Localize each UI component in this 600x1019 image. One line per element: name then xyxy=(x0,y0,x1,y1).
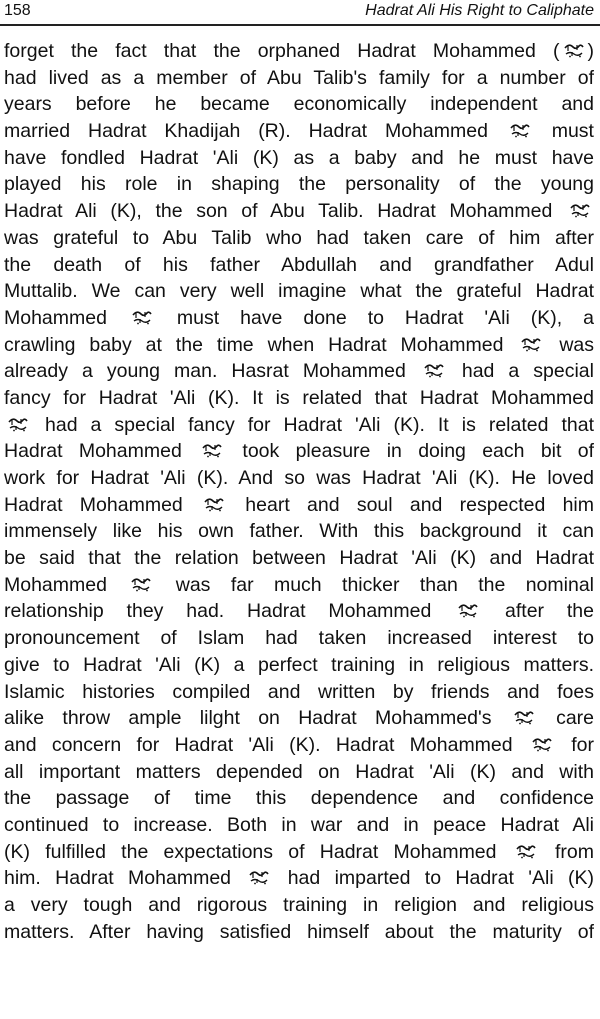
text-run: work for Hadrat 'Ali (K). And so was Hadrat 'Ali (K). He loved xyxy=(4,467,594,489)
text-run: years before he became economically independent and xyxy=(4,93,594,116)
text-run: matters. After having satisfied himself about the maturity of xyxy=(4,920,594,943)
text-run: be said that the relation between Hadrat 'Ali (K) and Hadrat xyxy=(4,547,594,570)
text-run: have fondled Hadrat 'Ali (K) as a baby and he must have xyxy=(4,146,594,169)
text-run: was far much thicker than the nominal xyxy=(155,573,594,596)
text-run: after the xyxy=(482,600,594,623)
text-line xyxy=(4,38,594,65)
page-number: 158 xyxy=(4,2,31,19)
text-run: must have done to Hadrat 'Ali (K), a xyxy=(155,306,594,329)
text-run: must xyxy=(533,120,594,143)
honorific-calligraphy-icon xyxy=(129,576,153,592)
text-run: took pleasure in doing each bit of xyxy=(226,440,594,463)
honorific-calligraphy-icon xyxy=(508,122,532,138)
text-run: continued to increase. Both in war and in peace Hadrat Ali xyxy=(4,813,594,836)
honorific-calligraphy-icon xyxy=(6,416,30,432)
text-run: care xyxy=(537,707,594,730)
text-line xyxy=(4,358,594,385)
honorific-calligraphy-icon xyxy=(130,309,154,325)
text-line xyxy=(4,785,594,812)
text-line xyxy=(4,198,594,225)
text-run: Hadrat Mohammed xyxy=(4,493,201,516)
text-run: him. Hadrat Mohammed xyxy=(4,867,246,890)
text-run: heart and soul and respected him xyxy=(228,493,594,516)
text-run: a very tough and rigorous training in religion and religious xyxy=(4,894,594,916)
text-run: for xyxy=(555,733,594,756)
text-run: Hadrat Mohammed xyxy=(4,440,199,463)
text-run: the death of his father Abdullah and grandfather Adul xyxy=(4,253,594,276)
text-line xyxy=(4,839,594,866)
honorific-calligraphy-icon xyxy=(514,843,538,859)
text-line xyxy=(4,65,594,92)
text-run: from xyxy=(539,840,594,863)
text-run: pronouncement of Islam had taken increased interest to xyxy=(4,627,594,650)
body-text xyxy=(4,38,594,945)
honorific-calligraphy-icon xyxy=(422,362,446,378)
text-run: give to Hadrat 'Ali (K) a perfect training in religious matters. xyxy=(4,653,594,676)
text-line xyxy=(4,732,594,759)
running-title: Hadrat Ali His Right to Caliphate xyxy=(365,2,594,19)
text-line xyxy=(4,225,594,252)
text-line xyxy=(4,545,594,572)
text-run: played his role in shaping the personality of the young xyxy=(4,173,594,196)
honorific-calligraphy-icon xyxy=(530,736,554,752)
honorific-calligraphy-icon xyxy=(568,202,592,218)
text-run: the passage of time this dependence and confidence xyxy=(4,787,594,810)
text-line xyxy=(4,679,594,706)
text-line xyxy=(4,625,594,652)
text-line xyxy=(4,145,594,172)
text-line xyxy=(4,465,594,492)
text-line xyxy=(4,492,594,519)
text-line xyxy=(4,332,594,359)
text-line xyxy=(4,385,594,412)
text-line xyxy=(4,759,594,786)
text-run: and concern for Hadrat 'Ali (K). Hadrat Mohammed xyxy=(4,733,528,756)
text-line xyxy=(4,518,594,545)
page-header xyxy=(4,0,594,22)
text-line xyxy=(4,892,594,919)
text-run: had a special fancy for Hadrat 'Ali (K). It is related that xyxy=(32,413,594,436)
header-rule xyxy=(0,24,600,26)
text-line xyxy=(4,652,594,679)
text-run: Hadrat Ali (K), the son of Abu Talib. Hadrat Mohammed xyxy=(4,200,566,223)
text-line xyxy=(4,572,594,599)
text-run: ) xyxy=(587,40,594,62)
text-run: crawling baby at the time when Hadrat Mohammed xyxy=(4,333,518,356)
text-run: relationship they had. Hadrat Mohammed xyxy=(4,600,455,623)
text-run: forget the fact that the orphaned Hadrat Mohammed ( xyxy=(4,40,560,62)
text-line xyxy=(4,252,594,279)
text-run: was xyxy=(545,333,594,356)
text-line xyxy=(4,91,594,118)
text-run: Islamic histories compiled and written by friends and foes xyxy=(4,680,594,703)
text-run: fancy for Hadrat 'Ali (K). It is related that Hadrat Mohammed xyxy=(4,386,594,409)
text-run: had lived as a member of Abu Talib's family for a number of xyxy=(4,66,594,89)
text-line xyxy=(4,865,594,892)
text-run: was grateful to Abu Talib who had taken care of him after xyxy=(4,226,594,249)
honorific-calligraphy-icon xyxy=(562,42,586,58)
text-run: married Hadrat Khadijah (R). Hadrat Mohammed xyxy=(4,120,506,143)
text-line xyxy=(4,438,594,465)
text-run: Mohammed xyxy=(4,306,128,329)
text-run: Mohammed xyxy=(4,573,128,596)
text-line xyxy=(4,278,594,305)
honorific-calligraphy-icon xyxy=(202,496,226,512)
text-run: had a special xyxy=(447,360,594,383)
honorific-calligraphy-icon xyxy=(247,869,271,885)
text-line xyxy=(4,598,594,625)
honorific-calligraphy-icon xyxy=(512,709,536,725)
text-line xyxy=(4,412,594,439)
honorific-calligraphy-icon xyxy=(519,336,543,352)
text-line xyxy=(4,919,594,946)
text-run: (K) fulfilled the expectations of Hadrat Mohammed xyxy=(4,840,512,863)
text-run: immensely like his own father. With this background it can xyxy=(4,520,594,543)
text-run: all important matters depended on Hadrat 'Ali (K) and with xyxy=(4,760,594,783)
text-line xyxy=(4,305,594,332)
honorific-calligraphy-icon xyxy=(456,602,480,618)
text-run: Muttalib. We can very well imagine what the grateful Hadrat xyxy=(4,280,594,303)
text-line xyxy=(4,118,594,145)
honorific-calligraphy-icon xyxy=(200,442,224,458)
text-run: alike throw ample lilght on Hadrat Mohammed's xyxy=(4,707,510,730)
text-run: already a young man. Hasrat Mohammed xyxy=(4,360,420,383)
text-line xyxy=(4,812,594,839)
text-line xyxy=(4,705,594,732)
text-line xyxy=(4,171,594,198)
text-run: had imparted to Hadrat 'Ali (K) xyxy=(273,867,594,890)
